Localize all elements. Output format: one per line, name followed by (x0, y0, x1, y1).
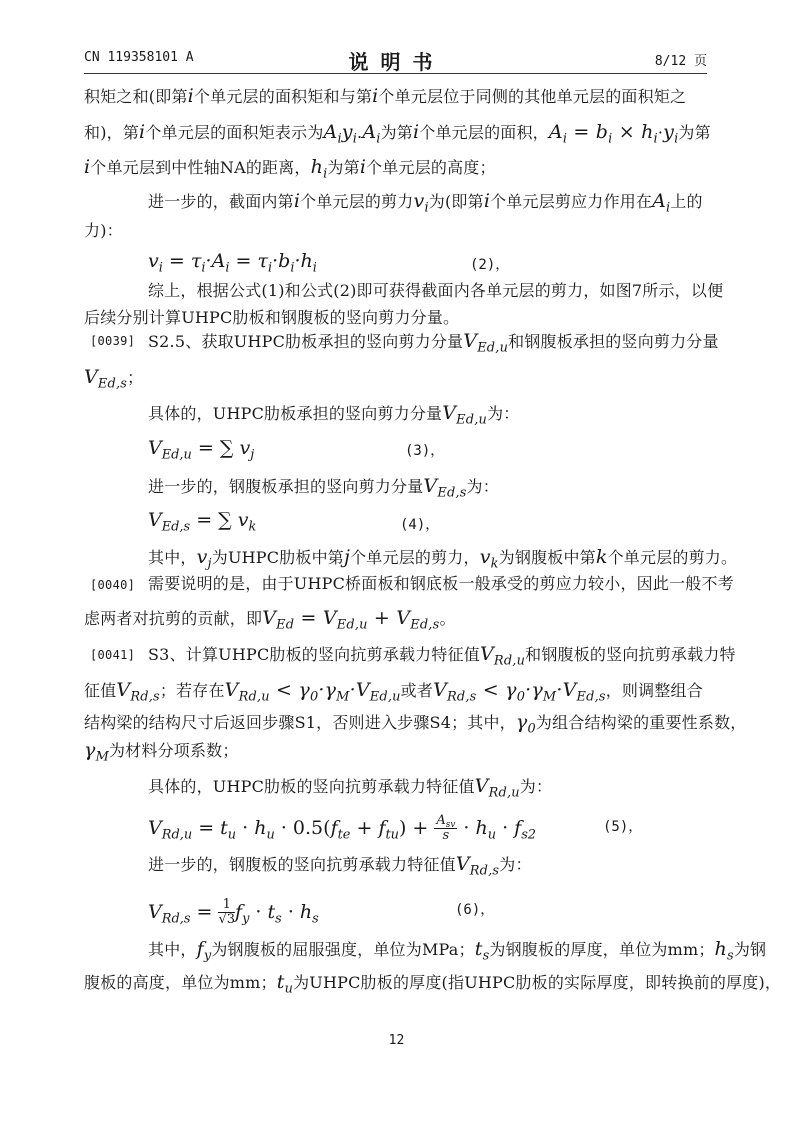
text-line-9: S2.5、获取UHPC肋板承担的竖向剪力分量$V_{Ed,u}$和钢腹板承担的竖向剪力分量 (148, 330, 719, 356)
page-title: 说明书 (348, 50, 445, 74)
text-line-27: 腹板的高度，单位为mm；$t_u$为UHPC肋板的厚度(指UHPC肋板的实际厚度，即转换前的厚度)， (84, 971, 782, 997)
paragraph-number-0039: [0039] (90, 334, 136, 348)
text-line-10: $V_{Ed,s}$； (84, 366, 144, 392)
equation-6-number: (6)， (455, 902, 495, 918)
equation-3-number: (3)， (405, 443, 445, 459)
text-line-24: 进一步的，钢腹板的竖向抗剪承载力特征值$V_{Rd,s}$为： (148, 853, 532, 879)
equation-6: $V_{Rd,s}$ = $\frac{1}{√3}$ $f_y \cdot t_s \cdot h_s$ (148, 897, 319, 928)
header-rule (84, 73, 707, 74)
equation-5: $V_{Rd,u} = t_u \cdot h_u \cdot 0.5(f_{te} + f_{tu})$ + $\frac{A_{sv}}{s}$ · $h_u \cdot f_{s2}$ (148, 813, 537, 844)
text-line-2: 和)，第i个单元层的面积矩表示为$A_iy_i.A_i$为第i个单元层的面积，$A_i = b_i \times h_i\cdot y_i$为第 (84, 121, 711, 147)
patent-number: CN 119358101 A (84, 50, 194, 65)
text-line-8: 后续分别计算UHPC肋板和钢腹板的竖向剪力分量。 (84, 308, 460, 327)
text-line-19: 征值$V_{Rd,s}$；若存在$V_{Rd,u} < \gamma_0\cdot\gamma_M\cdot V_{Ed,u}$或者$V_{Rd,s} < \gamma_0\cdot\gamma_M\cdot V_{Ed,s}$，则调整组合 (84, 679, 703, 705)
text-line-18: S3、计算UHPC肋板的竖向抗剪承载力特征值$V_{Rd,u}$和钢腹板的竖向抗剪承载力特 (148, 643, 736, 669)
text-line-17: 虑两者对抗剪的贡献，即$V_{Ed} = V_{Ed,u} + V_{Ed,s}$。 (84, 607, 456, 633)
page-counter: 8/12 页 (654, 54, 707, 69)
text-line-13: 进一步的，钢腹板承担的竖向剪力分量$V_{Ed,s}$为： (148, 475, 499, 501)
equation-4-number: (4)， (400, 517, 440, 533)
page-number: 12 (388, 1033, 405, 1048)
text-line-20: 结构梁的结构尺寸后返回步骤S1，否则进入步骤S4；其中，$\gamma_0$为组合结构梁的重要性系数， (84, 711, 747, 737)
text-line-3: i个单元层到中性轴NA的距离，$h_i$为第i个单元层的高度； (84, 156, 496, 182)
equation-2-number: (2)， (470, 257, 510, 273)
text-line-16: 需要说明的是，由于UHPC桥面板和钢底板一般承受的剪应力较小，因此一般不考 (148, 574, 734, 593)
text-line-26: 其中，$f_y$为钢腹板的屈服强度，单位为MPa；$t_s$为钢腹板的厚度，单位为mm；$h_s$为钢 (148, 938, 767, 964)
text-line-5: 力)： (84, 221, 123, 240)
paragraph-number-0041: [0041] (90, 648, 136, 662)
text-line-11: 具体的，UHPC肋板承担的竖向剪力分量$V_{Ed,u}$为： (148, 402, 520, 428)
equation-4: $V_{Ed,s}$ = ∑ $v_k$ (148, 509, 257, 535)
equation-2: $v_i = \tau_i\cdot A_i = \tau_i\cdot b_i\cdot h_i$ (148, 250, 317, 276)
text-line-15: 其中，$v_j$为UHPC肋板中第j个单元层的剪力，$v_k$为钢腹板中第k个单元层的剪力。 (148, 546, 738, 572)
text-line-1: 积矩之和(即第i个单元层的面积矩和与第i个单元层位于同侧的其他单元层的面积矩之 (84, 85, 687, 107)
equation-3: $V_{Ed,u}$ = ∑ $v_j$ (148, 437, 255, 463)
paragraph-number-0040: [0040] (90, 578, 136, 592)
text-line-21: $\gamma_M$为材料分项系数； (84, 739, 239, 765)
text-line-4: 进一步的，截面内第i个单元层的剪力$v_i$为(即第i个单元层剪应力作用在$A_i$上的 (148, 190, 703, 216)
asv-over-s-fraction: $\frac{A_{sv}}{s}$ (436, 813, 456, 844)
equation-5-number: (5)， (603, 819, 643, 835)
one-over-sqrt3-fraction: $\frac{1}{√3}$ (218, 897, 236, 928)
text-line-7: 综上，根据公式(1)和公式(2)即可获得截面内各单元层的剪力，如图7所示，以便 (148, 281, 724, 300)
text-line-22: 具体的，UHPC肋板的竖向抗剪承载力特征值$V_{Rd,u}$为： (148, 775, 553, 801)
